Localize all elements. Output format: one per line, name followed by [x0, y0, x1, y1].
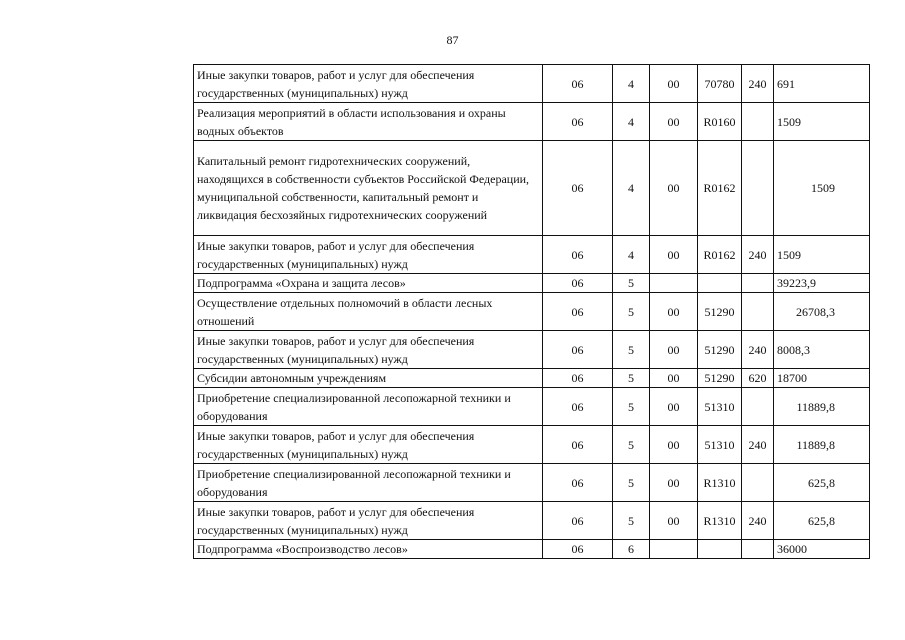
cell-name: Иные закупки товаров, работ и услуг для обеспечения государственных (муниципальных) нужд [194, 331, 543, 369]
cell-amount: 625,8 [774, 464, 870, 502]
table-row [194, 236, 870, 274]
table-row [194, 274, 870, 293]
cell-type [742, 103, 774, 141]
cell-amount: 18700 [774, 369, 870, 388]
cell-subsection: 5 [613, 274, 650, 293]
cell-amount: 39223,9 [774, 274, 870, 293]
cell-type: 240 [742, 331, 774, 369]
page-number: 87 [446, 33, 459, 47]
cell-subsection: 5 [613, 502, 650, 540]
cell-program: 00 [650, 103, 698, 141]
table-row [194, 464, 870, 502]
cell-section: 06 [543, 502, 613, 540]
cell-subsection: 5 [613, 331, 650, 369]
cell-name: Подпрограмма «Охрана и защита лесов» [194, 274, 543, 293]
cell-subsection: 4 [613, 236, 650, 274]
cell-type: 240 [742, 65, 774, 103]
cell-code [698, 540, 742, 559]
table-row [194, 426, 870, 464]
cell-name: Приобретение специализированной лесопожарной техники и оборудования [194, 464, 543, 502]
table-row [194, 103, 870, 141]
cell-name: Иные закупки товаров, работ и услуг для обеспечения государственных (муниципальных) нужд [194, 236, 543, 274]
table-row [194, 502, 870, 540]
cell-subsection: 6 [613, 540, 650, 559]
table-row [194, 65, 870, 103]
cell-name: Капитальный ремонт гидротехнических сооружений, находящихся в собственности субъектов Российской Федерации, муниципальной собственности, капитальный ремонт и ликвидация бесхозяйных гидротехнических сооружений [194, 141, 543, 236]
cell-subsection: 4 [613, 65, 650, 103]
cell-code: 70780 [698, 65, 742, 103]
cell-amount: 625,8 [774, 502, 870, 540]
cell-program: 00 [650, 65, 698, 103]
cell-program [650, 540, 698, 559]
table-row [194, 369, 870, 388]
table-row [194, 141, 870, 236]
cell-section: 06 [543, 141, 613, 236]
cell-amount: 1509 [774, 141, 870, 236]
cell-code: 51310 [698, 426, 742, 464]
cell-type: 240 [742, 426, 774, 464]
cell-code: 51290 [698, 331, 742, 369]
cell-program: 00 [650, 293, 698, 331]
cell-section: 06 [543, 369, 613, 388]
cell-type: 240 [742, 236, 774, 274]
cell-code: 51290 [698, 369, 742, 388]
cell-type [742, 540, 774, 559]
cell-program: 00 [650, 236, 698, 274]
cell-code: 51310 [698, 388, 742, 426]
cell-name: Субсидии автономным учреждениям [194, 369, 543, 388]
cell-code: R1310 [698, 502, 742, 540]
cell-section: 06 [543, 540, 613, 559]
cell-type: 620 [742, 369, 774, 388]
cell-program: 00 [650, 426, 698, 464]
cell-name: Осуществление отдельных полномочий в области лесных отношений [194, 293, 543, 331]
cell-amount: 36000 [774, 540, 870, 559]
cell-code: R0162 [698, 141, 742, 236]
cell-program: 00 [650, 141, 698, 236]
cell-name: Подпрограмма «Воспроизводство лесов» [194, 540, 543, 559]
cell-section: 06 [543, 103, 613, 141]
cell-program: 00 [650, 464, 698, 502]
table-row [194, 331, 870, 369]
cell-type [742, 464, 774, 502]
budget-table [193, 64, 870, 559]
cell-type [742, 141, 774, 236]
cell-subsection: 5 [613, 388, 650, 426]
cell-program [650, 274, 698, 293]
cell-code [698, 274, 742, 293]
cell-section: 06 [543, 274, 613, 293]
cell-program: 00 [650, 502, 698, 540]
cell-code: R1310 [698, 464, 742, 502]
cell-code: R0162 [698, 236, 742, 274]
cell-amount: 1509 [774, 236, 870, 274]
cell-section: 06 [543, 331, 613, 369]
cell-section: 06 [543, 236, 613, 274]
cell-section: 06 [543, 388, 613, 426]
cell-section: 06 [543, 464, 613, 502]
cell-name: Приобретение специализированной лесопожарной техники и оборудования [194, 388, 543, 426]
cell-type [742, 293, 774, 331]
cell-type: 240 [742, 502, 774, 540]
cell-amount: 11889,8 [774, 426, 870, 464]
cell-code: 51290 [698, 293, 742, 331]
cell-program: 00 [650, 388, 698, 426]
cell-name: Иные закупки товаров, работ и услуг для обеспечения государственных (муниципальных) нужд [194, 502, 543, 540]
cell-amount: 11889,8 [774, 388, 870, 426]
cell-section: 06 [543, 293, 613, 331]
cell-amount: 1509 [774, 103, 870, 141]
cell-section: 06 [543, 426, 613, 464]
cell-type [742, 388, 774, 426]
cell-type [742, 274, 774, 293]
cell-name: Иные закупки товаров, работ и услуг для обеспечения государственных (муниципальных) нужд [194, 426, 543, 464]
cell-amount: 26708,3 [774, 293, 870, 331]
table-row [194, 540, 870, 559]
cell-subsection: 4 [613, 103, 650, 141]
cell-subsection: 5 [613, 464, 650, 502]
cell-subsection: 4 [613, 141, 650, 236]
cell-subsection: 5 [613, 369, 650, 388]
cell-subsection: 5 [613, 293, 650, 331]
cell-amount: 8008,3 [774, 331, 870, 369]
table-row [194, 293, 870, 331]
cell-amount: 691 [774, 65, 870, 103]
cell-code: R0160 [698, 103, 742, 141]
cell-name: Реализация мероприятий в области использования и охраны водных объектов [194, 103, 543, 141]
table-row [194, 388, 870, 426]
cell-program: 00 [650, 331, 698, 369]
cell-section: 06 [543, 65, 613, 103]
cell-name: Иные закупки товаров, работ и услуг для обеспечения государственных (муниципальных) нужд [194, 65, 543, 103]
cell-program: 00 [650, 369, 698, 388]
cell-subsection: 5 [613, 426, 650, 464]
